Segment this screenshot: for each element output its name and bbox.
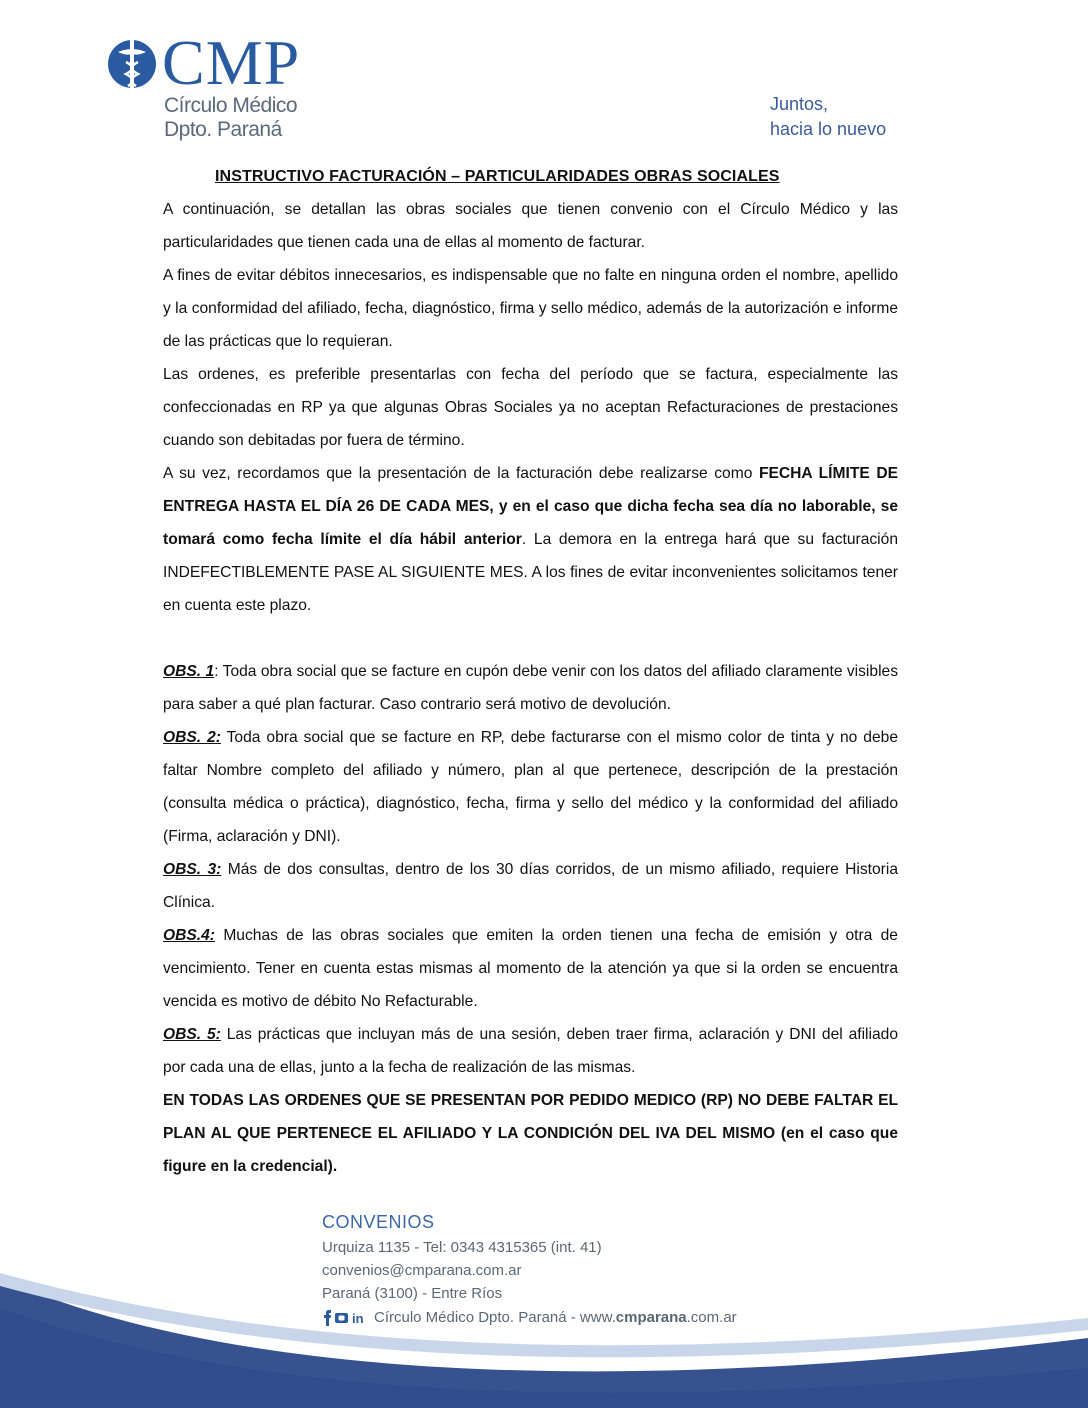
cmp-logo — [100, 28, 340, 148]
obs-5-text: Las prácticas que incluyan más de una sesión, deben traer firma, aclaración y DNI del afiliado por cada una de ellas, junto a la fecha de realización de las mismas. — [163, 1026, 898, 1076]
footer-city: Paraná (3100) - Entre Ríos — [322, 1285, 503, 1302]
paragraph-deadline — [163, 457, 898, 622]
obs-1-text: Toda obra social que se facture en cupón debe venir con los datos del afiliado claramente visibles para saber a qué plan facturar. Caso contrario será motivo de devolución. — [163, 663, 899, 713]
caduceus-icon — [104, 34, 160, 98]
final-notice: EN TODAS LAS ORDENES QUE SE PRESENTAN POR PEDIDO MEDICO (RP) NO DEBE FALTAR EL PLAN AL QUE PERTENECE EL AFILIADO Y LA CONDICIÓN DEL IVA DEL MISMO (en el caso que figure en la credencial). — [163, 1092, 898, 1175]
obs-3 — [163, 853, 898, 919]
svg-text:in: in — [352, 1311, 364, 1326]
obs-2-text: Toda obra social que se facture en RP, debe facturarse con el mismo color de tinta y no debe faltar Nombre completo del afiliado y número, plan al que pertenece, descripción de la prestación (consulta médica o práctica), diagnóstico, fecha, firma y sello del médico y la conformidad del afiliado (Firma, aclaración y DNI). — [163, 729, 898, 845]
obs-2-label: OBS. 2: — [163, 729, 221, 746]
slogan-line-1: Juntos, — [770, 94, 829, 114]
paragraph-dates: Las ordenes, es preferible presentarlas con fecha del período que se factura, especialmente las confeccionadas en RP ya que algunas Obras Sociales ya no aceptan Refacturaciones de prestaciones cuando son debitadas por fuera de término. — [163, 366, 898, 449]
document-body — [163, 193, 898, 1183]
obs-1 — [163, 655, 898, 721]
obs-4 — [163, 919, 898, 1018]
footer-social-text[interactable]: Círculo Médico Dpto. Paraná - www.cmparana.com.ar — [374, 1309, 737, 1326]
footer-address: Urquiza 1135 - Tel: 0343 4315365 (int. 41) — [322, 1239, 602, 1256]
footer-email[interactable]: convenios@cmparana.com.ar — [322, 1262, 522, 1279]
deadline-end: . La demora en la entrega hará que su facturación INDEFECTIBLEMENTE PASE AL SIGUIENTE MES. A los fines de evitar inconvenientes solicitamos tener en cuenta este plazo. — [163, 531, 898, 614]
obs-3-text: Más de dos consultas, dentro de los 30 días corridos, de un mismo afiliado, requiere Historia Clínica. — [163, 861, 899, 911]
paragraph-intro: A continuación, se detallan las obras sociales que tienen convenio con el Círculo Médico y las particularidades que tienen cada una de ellas al momento de facturar. — [163, 201, 898, 251]
obs-4-label: OBS.4: — [163, 927, 215, 944]
logo-wordmark: CMP — [162, 27, 301, 98]
slogan — [770, 92, 886, 142]
document-title: INSTRUCTIVO FACTURACIÓN – PARTICULARIDADES OBRAS SOCIALES — [215, 168, 780, 185]
deadline-intro: A su vez, recordamos que la presentación de la facturación debe realizarse como — [163, 465, 759, 482]
logo-line-2: Dpto. Paraná — [164, 118, 282, 141]
obs-5-label: OBS. 5: — [163, 1026, 221, 1043]
deadline-bold: FECHA LÍMITE DE ENTREGA HASTA EL DÍA 26 DE CADA MES, y en el caso que dicha fecha sea día no laborable, se tomará como fecha límite el día hábil anterior — [163, 465, 898, 548]
footer-social — [322, 1307, 737, 1329]
social-icons[interactable] — [322, 1310, 368, 1326]
obs-1-sep: : — [214, 663, 223, 680]
slogan-line-2: hacia lo nuevo — [770, 119, 887, 139]
spacer — [163, 622, 898, 655]
obs-5 — [163, 1018, 898, 1084]
paragraph-requirements: A fines de evitar débitos innecesarios, es indispensable que no falte en ninguna orden el nombre, apellido y la conformidad del afiliado, fecha, diagnóstico, firma y sello médico, además de la autorización e informe de las prácticas que lo requieran. — [163, 267, 898, 350]
obs-1-label: OBS. 1 — [163, 663, 215, 680]
obs-4-text: Muchas de las obras sociales que emiten la orden tienen una fecha de emisión y otra de vencimiento. Tener en cuenta estas mismas al momento de la atención ya que si la orden se encuentra vencida es motivo de débito No Refacturable. — [163, 927, 898, 1010]
obs-3-label: OBS. 3: — [163, 861, 222, 878]
footer-contact — [322, 1208, 737, 1329]
footer-title: CONVENIOS — [322, 1212, 435, 1232]
logo-line-1: Círculo Médico — [164, 94, 298, 117]
obs-2 — [163, 721, 898, 853]
